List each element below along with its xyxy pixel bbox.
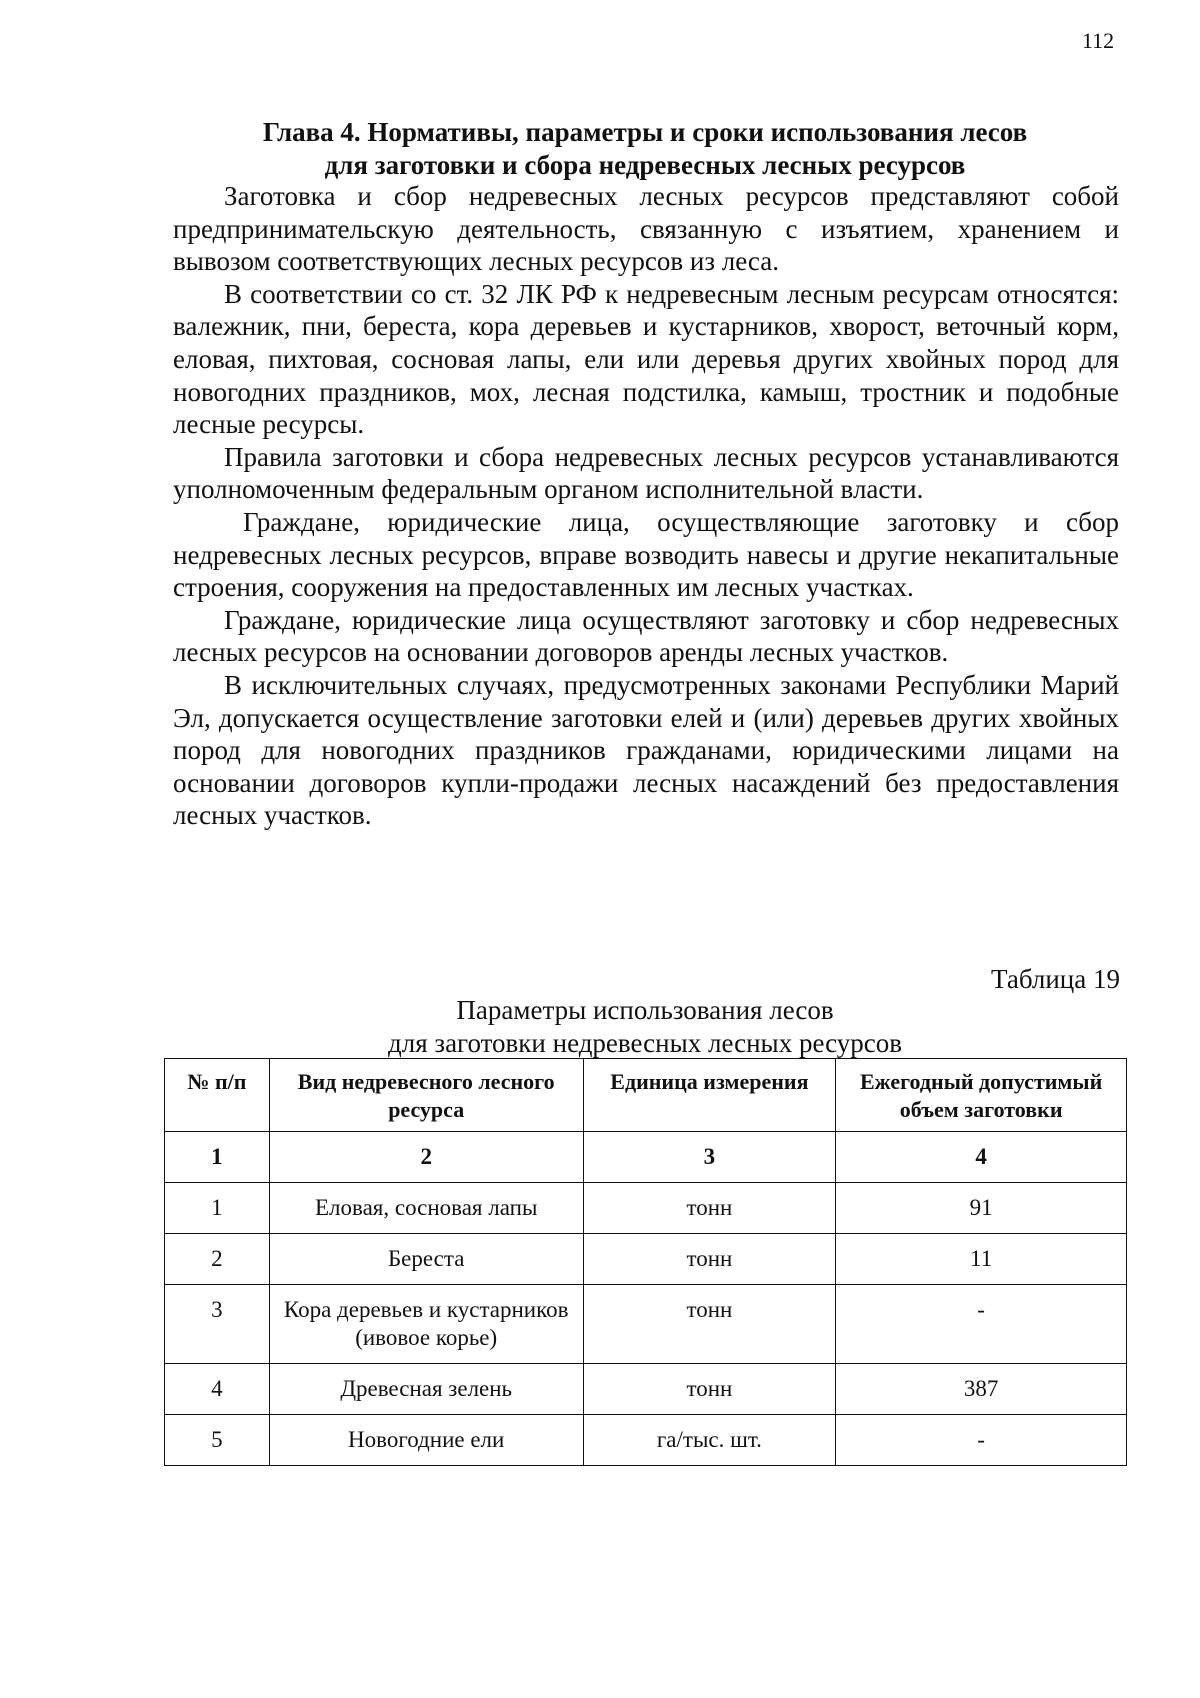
cell-volume: 387 (836, 1364, 1127, 1415)
header-resource: Вид недревесного лесного ресурса (269, 1059, 583, 1132)
chapter-title-line-1: Глава 4. Нормативы, параметры и сроки использования лесов (262, 117, 1028, 147)
cell-unit: га/тыс. шт. (583, 1415, 836, 1466)
cell-num: 3 (165, 1285, 270, 1364)
table-row (165, 1183, 1127, 1234)
column-number: 2 (269, 1132, 583, 1183)
page-number: 112 (1082, 28, 1115, 53)
cell-unit: тонн (583, 1183, 836, 1234)
table-column-numbering-row (165, 1132, 1127, 1183)
cell-resource: Еловая, сосновая лапы (269, 1183, 583, 1234)
table-caption (300, 994, 990, 1060)
column-number: 4 (836, 1132, 1127, 1183)
chapter-title (170, 116, 1120, 182)
paragraph-rules: Правила заготовки и сбора недревесных лесных ресурсов устанавливаются уполномоченным федеральным органом исполнительной власти. (173, 441, 1119, 505)
table-label: Таблица 19 (991, 964, 1120, 994)
paragraph-exceptional-cases: В исключительных случаях, предусмотренных законами Республики Марий Эл, допускается осуществление заготовки елей и (или) деревьев других хвойных пород для новогодних праздников гражданами, юридическими лицами на основании договоров купли-продажи лесных насаждений без предоставления лесных участков. (173, 669, 1119, 831)
paragraph-harvesting-definition: Заготовка и сбор недревесных лесных ресурсов представляют собой предпринимательскую деятельность, связанную с изъятием, хранением и вывозом соответствующих лесных ресурсов из леса. (173, 181, 1119, 277)
cell-volume: - (836, 1415, 1127, 1466)
cell-volume: 11 (836, 1234, 1127, 1285)
body-text (173, 180, 1119, 832)
table-row (165, 1285, 1127, 1364)
cell-volume: 91 (836, 1183, 1127, 1234)
cell-resource: Древесная зелень (269, 1364, 583, 1415)
cell-resource: Береста (269, 1234, 583, 1285)
paragraph-structures: Граждане, юридические лица, осуществляющие заготовку и сбор недревесных лесных ресурсов, вправе возводить навесы и другие некапитальные строения, сооружения на предоставленных им лесных участках. (173, 506, 1119, 603)
cell-unit: тонн (583, 1364, 836, 1415)
cell-num: 4 (165, 1364, 270, 1415)
table-caption-line-1: Параметры использования лесов (456, 995, 834, 1025)
cell-volume: - (836, 1285, 1127, 1364)
cell-num: 1 (165, 1183, 270, 1234)
table-row (165, 1364, 1127, 1415)
column-number: 1 (165, 1132, 270, 1183)
cell-resource: Кора деревьев и кустарников (ивовое корье) (269, 1285, 583, 1364)
cell-unit: тонн (583, 1234, 836, 1285)
header-volume: Ежегодный допустимый объем заготовки (836, 1059, 1127, 1132)
chapter-title-line-2: для заготовки и сбора недревесных лесных ресурсов (324, 150, 966, 180)
table-header-row (165, 1059, 1127, 1132)
paragraph-lease-basis: Граждане, юридические лица осуществляют заготовку и сбор недревесных лесных ресурсов на основании договоров аренды лесных участков. (173, 604, 1119, 668)
table-row (165, 1234, 1127, 1285)
table-row (165, 1415, 1127, 1466)
header-unit: Единица измерения (583, 1059, 836, 1132)
cell-num: 5 (165, 1415, 270, 1466)
paragraph-resource-list: В соответствии со ст. 32 ЛК РФ к недревесным лесным ресурсам относятся: валежник, пни, береста, кора деревьев и кустарников, хворост, веточный корм, еловая, пихтовая, сосновая лапы, ели или деревья других хвойных пород для новогодних праздников, мох, лесная подстилка, камыш, тростник и подобные лесные ресурсы. (173, 278, 1119, 440)
column-number: 3 (583, 1132, 836, 1183)
parameters-table (164, 1058, 1127, 1466)
cell-unit: тонн (583, 1285, 836, 1364)
header-num: № п/п (165, 1059, 270, 1132)
cell-resource: Новогодние ели (269, 1415, 583, 1466)
cell-num: 2 (165, 1234, 270, 1285)
table-caption-line-2: для заготовки недревесных лесных ресурсов (388, 1028, 902, 1058)
